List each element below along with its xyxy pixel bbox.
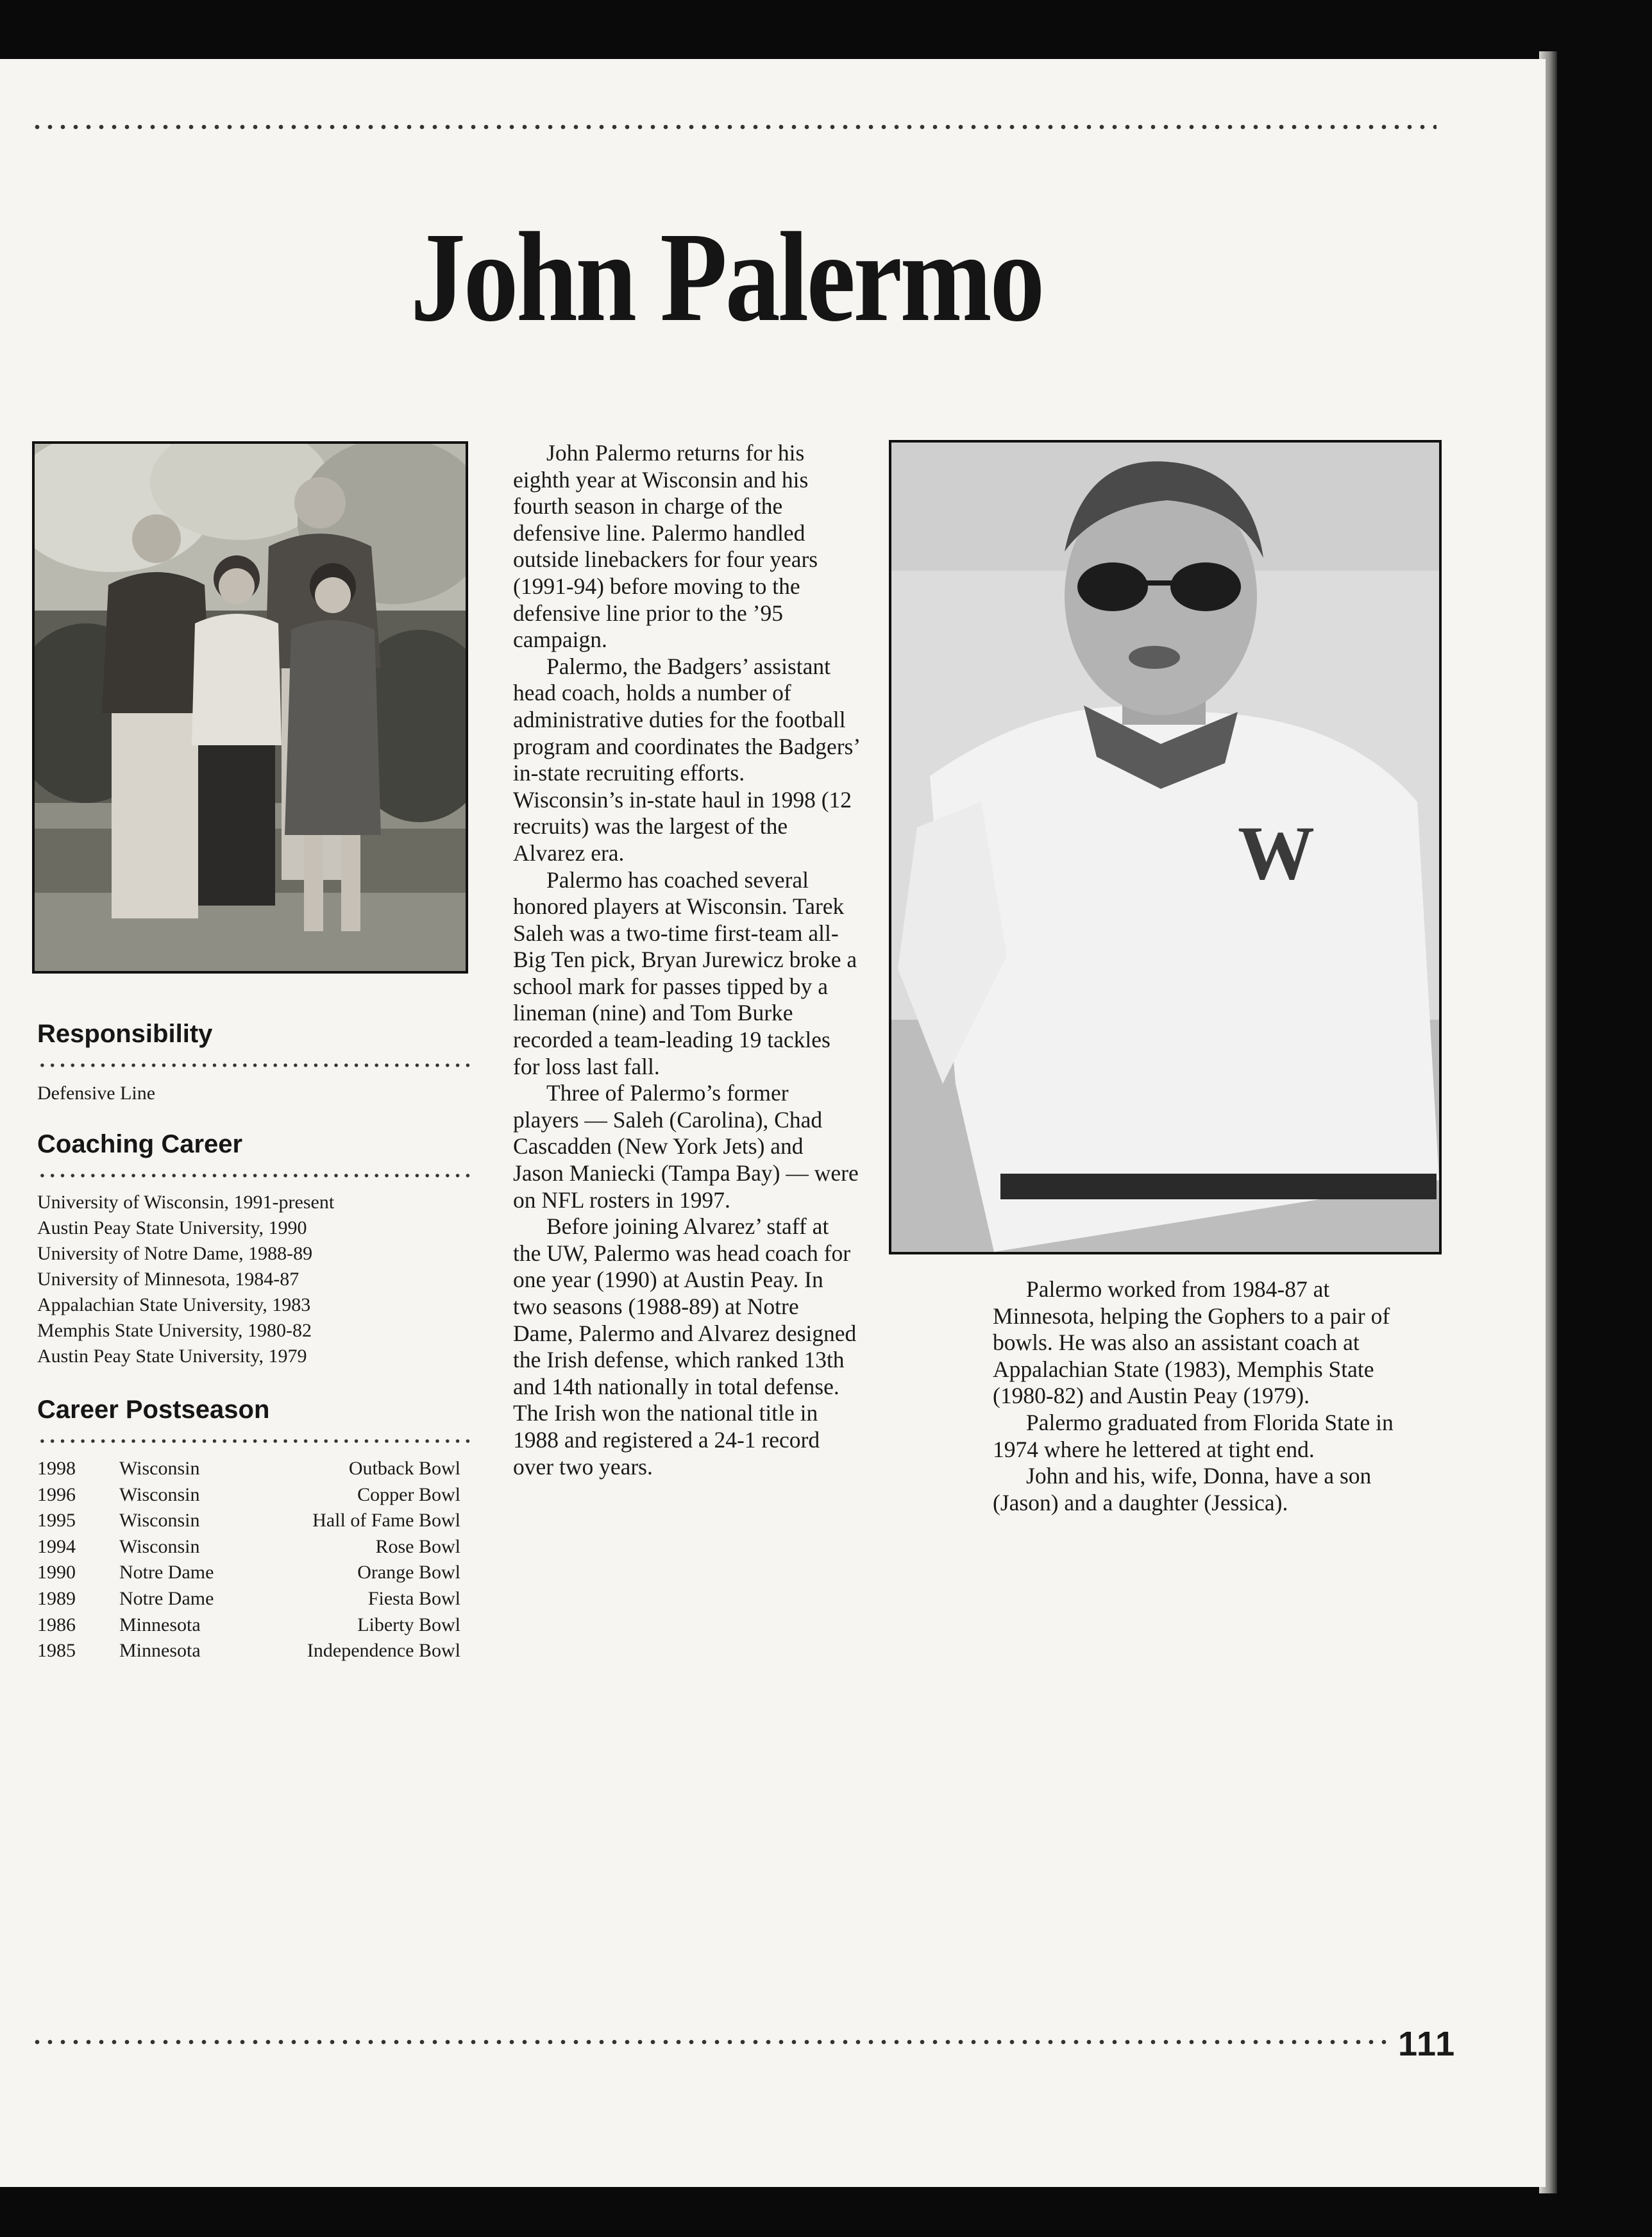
coach-photo-image — [891, 443, 1439, 1252]
bio-paragraph: Before joining Alvarez’ staff at the UW, Palermo was head coach for one year (1990) at Austin Peay. In two seasons (1988-89) at Notre Dame, Palermo and Alvarez designed the Irish defense, which ranked 13th and 14th nationally in total defense. The Irish won the national title in 1988 and registered a 24-1 record over two years. — [513, 1213, 857, 1480]
bio-paragraph: John Palermo returns for his eighth year at Wisconsin and his fourth season in charge of the defensive line. Palermo handled outside linebackers for four years (1991-94) before moving to the defensive line prior to the ’95 campaign. — [513, 440, 818, 653]
bio-paragraph: Palermo has coached several honored players at Wisconsin. Tarek Saleh was a two-time first-team all-Big Ten pick, Bryan Jurewicz broke a school mark for passes tipped by a lineman (nine) and Tom Burke recorded a team-leading 19 tackles for loss last fall. — [513, 866, 857, 1079]
coaching-career-heading: Coaching Career — [37, 1130, 243, 1158]
family-photo-image — [35, 444, 466, 971]
postseason-bowl: Orange Bowl — [357, 1562, 460, 1583]
coaching-career-item: Memphis State University, 1980-82 — [37, 1320, 312, 1341]
postseason-team: Wisconsin — [119, 1510, 200, 1532]
postseason-year: 1990 — [37, 1562, 76, 1583]
responsibility-value: Defensive Line — [37, 1083, 156, 1104]
postseason-team: Notre Dame — [119, 1562, 214, 1583]
coach-photo — [889, 440, 1442, 1254]
postseason-team: Minnesota — [119, 1614, 201, 1635]
responsibility-heading: Responsibility — [37, 1020, 213, 1048]
postseason-row — [37, 1508, 460, 1534]
bio-paragraph: Three of Palermo’s former players — Saleh (Carolina), Chad Cascadden (New York Jets) and Jason Maniecki (Tampa Bay) — were on NFL rosters in 1997. — [513, 1080, 859, 1213]
postseason-year: 1995 — [37, 1510, 76, 1532]
bio-paragraph: Palermo, the Badgers’ assistant head coach, holds a number of administrative duties for the football program and coordinates the Badgers’ in-state recruiting efforts. Wisconsin’s in-state haul in 1998 (12 recruits) was the largest of the Alvarez era. — [513, 653, 859, 866]
bio-right-column — [993, 1276, 1429, 1516]
family-photo — [32, 441, 468, 974]
coaching-career-item: Austin Peay State University, 1990 — [37, 1217, 307, 1238]
bio-paragraph: Palermo worked from 1984-87 at Minnesota, helping the Gophers to a pair of bowls. He was also an assistant coach at Appalachian State (1983), Memphis State (1980-82) and Austin Peay (1979). — [993, 1276, 1390, 1409]
postseason-bowl: Independence Bowl — [307, 1640, 460, 1662]
postseason-bowl: Fiesta Bowl — [367, 1587, 460, 1609]
postseason-row — [37, 1482, 460, 1508]
postseason-year: 1985 — [37, 1640, 76, 1662]
postseason-bowl: Hall of Fame Bowl — [312, 1510, 460, 1532]
postseason-row — [37, 1612, 460, 1639]
postseason-row — [37, 1638, 460, 1664]
coaching-career-item: Austin Peay State University, 1979 — [37, 1346, 307, 1367]
postseason-team: Wisconsin — [119, 1458, 200, 1479]
page-number: 111 — [1398, 2025, 1456, 2063]
page-title: John Palermo — [410, 207, 1043, 348]
postseason-row — [37, 1586, 460, 1612]
postseason-team: Wisconsin — [119, 1535, 200, 1557]
coaching-career-rule — [37, 1172, 471, 1179]
career-postseason-rule — [37, 1438, 471, 1444]
postseason-year: 1998 — [37, 1458, 76, 1479]
postseason-bowl: Rose Bowl — [375, 1535, 460, 1557]
postseason-bowl: Liberty Bowl — [357, 1614, 460, 1635]
career-postseason-table — [37, 1456, 460, 1664]
coaching-career-list — [37, 1190, 334, 1369]
postseason-team: Wisconsin — [119, 1483, 200, 1505]
postseason-year: 1989 — [37, 1587, 76, 1609]
postseason-row — [37, 1560, 460, 1586]
postseason-year: 1996 — [37, 1483, 76, 1505]
career-postseason-heading: Career Postseason — [37, 1396, 270, 1424]
coaching-career-item: University of Notre Dame, 1988-89 — [37, 1243, 313, 1264]
bottom-dotted-rule — [31, 2038, 1390, 2046]
postseason-year: 1986 — [37, 1614, 76, 1635]
svg-text:W: W — [1238, 810, 1315, 895]
bio-paragraph: John and his, wife, Donna, have a son (Jason) and a daughter (Jessica). — [993, 1463, 1372, 1515]
postseason-year: 1994 — [37, 1535, 76, 1557]
coaching-career-item: University of Minnesota, 1984-87 — [37, 1269, 299, 1290]
postseason-bowl: Outback Bowl — [348, 1458, 460, 1479]
postseason-bowl: Copper Bowl — [357, 1483, 460, 1505]
bio-middle-column — [513, 440, 859, 1480]
responsibility-rule — [37, 1062, 471, 1068]
postseason-team: Notre Dame — [119, 1587, 214, 1609]
coaching-career-item: Appalachian State University, 1983 — [37, 1294, 311, 1315]
bio-paragraph: Palermo graduated from Florida State in 1974 where he lettered at tight end. — [993, 1409, 1394, 1462]
postseason-team: Minnesota — [119, 1640, 201, 1662]
top-dotted-rule — [31, 123, 1437, 131]
coaching-career-item: University of Wisconsin, 1991-present — [37, 1192, 335, 1213]
postseason-row — [37, 1534, 460, 1560]
postseason-row — [37, 1456, 460, 1482]
